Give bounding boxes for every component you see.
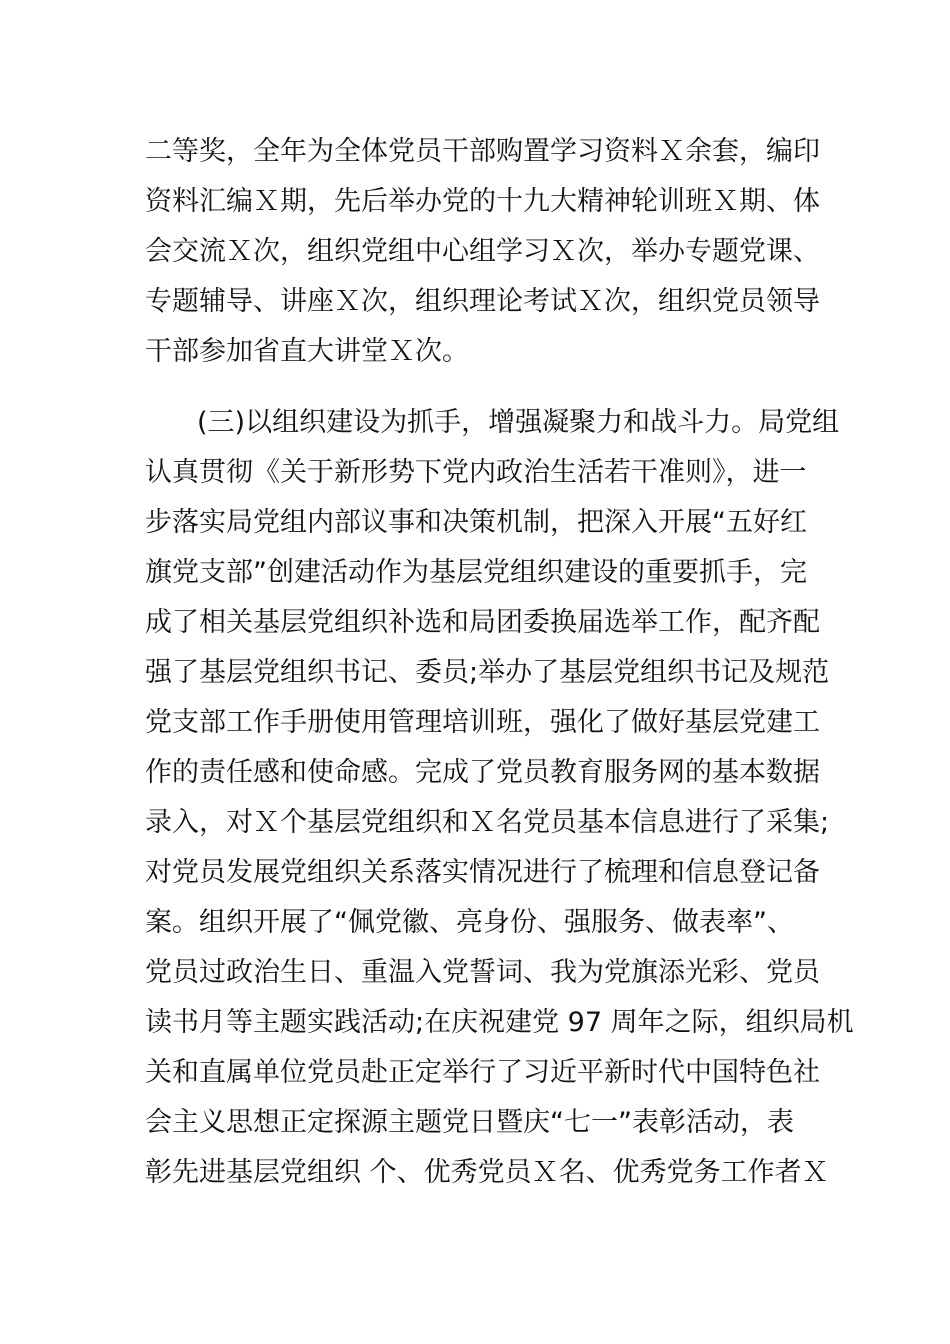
text-line: 步落实局党组内部议事和决策机制，把深入开展“五好红 <box>145 507 807 538</box>
text-line: 强了基层党组织书记、委员;举办了基层党组织书记及规范 <box>145 657 830 688</box>
text-line: 会主义思想正定探源主题党日暨庆“七一”表彰活动，表 <box>145 1107 794 1138</box>
text-line: 作的责任感和使命感。完成了党员教育服务网的基本数据 <box>145 757 820 788</box>
text-line: 党员过政治生日、重温入党誓词、我为党旗添光彩、党员 <box>145 957 820 988</box>
text-line: 党支部工作手册使用管理培训班，强化了做好基层党建工 <box>145 707 820 738</box>
text-line: 专题辅导、讲座Ｘ次，组织理论考试Ｘ次，组织党员领导 <box>145 286 820 317</box>
text-line: 录入，对Ｘ个基层党组织和Ｘ名党员基本信息进行了采集; <box>145 807 830 838</box>
text-line: 二等奖，全年为全体党员干部购置学习资料Ｘ余套，编印 <box>145 136 820 167</box>
text-line: 干部参加省直大讲堂Ｘ次。 <box>145 336 469 367</box>
text-line: 成了相关基层党组织补选和局团委换届选举工作，配齐配 <box>145 607 820 638</box>
text-line: 会交流Ｘ次，组织党组中心组学习Ｘ次，举办专题党课、 <box>145 236 820 267</box>
section-heading-line: (三)以组织建设为抓手，增强凝聚力和战斗力。局党组 <box>197 407 840 438</box>
text-line: 认真贯彻《关于新形势下党内政治生活若干准则》，进一 <box>145 457 807 488</box>
text-line: 读书月等主题实践活动;在庆祝建党 97 周年之际，组织局机 <box>145 1007 854 1038</box>
text-line: 彰先进基层党组织 个、优秀党员Ｘ名、优秀党务工作者Ｘ <box>145 1157 829 1188</box>
text-line: 对党员发展党组织关系落实情况进行了梳理和信息登记备 <box>145 857 820 888</box>
text-line: 关和直属单位党员赴正定举行了习近平新时代中国特色社 <box>145 1057 820 1088</box>
text-line: 案。组织开展了“佩党徽、亮身份、强服务、做表率”、 <box>145 907 794 938</box>
text-line: 资料汇编Ｘ期，先后举办党的十九大精神轮训班Ｘ期、体 <box>145 186 820 217</box>
text-line: 旗党支部”创建活动作为基层党组织建设的重要抓手，完 <box>145 557 807 588</box>
